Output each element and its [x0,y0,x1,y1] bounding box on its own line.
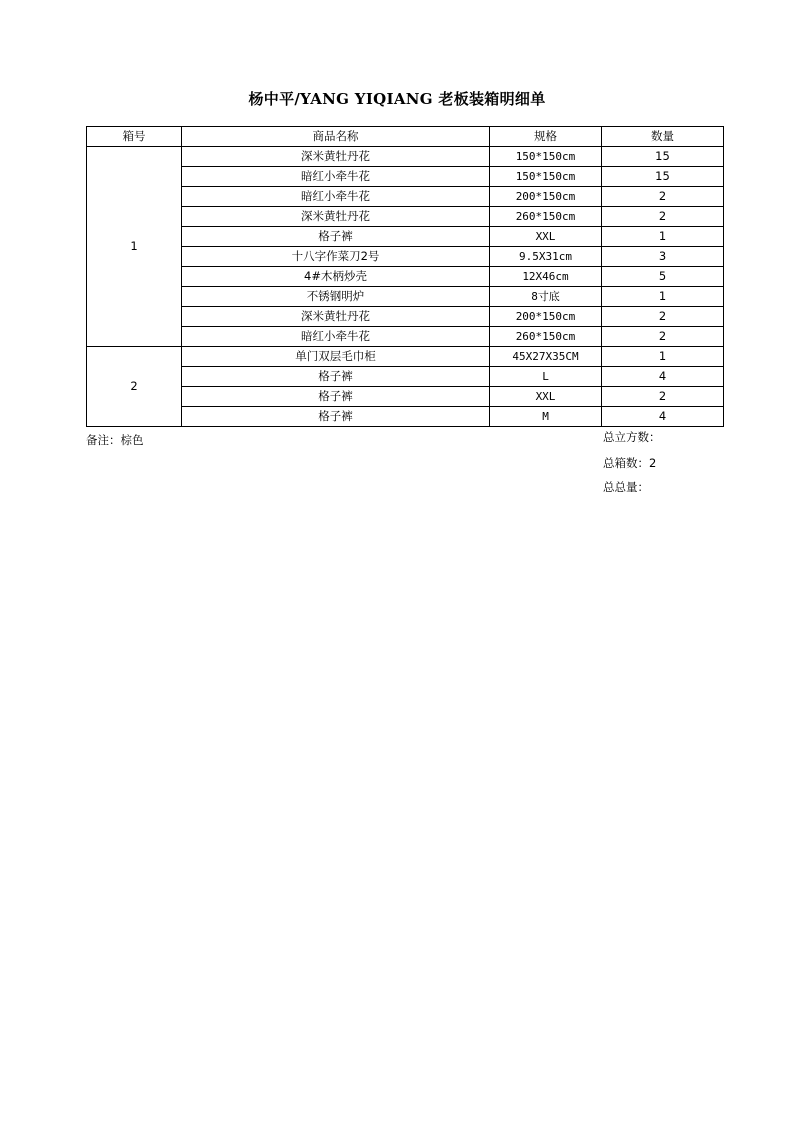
table-row [87,267,724,287]
table-body [87,147,724,427]
table-row [87,387,724,407]
header-box-no: 箱号 [87,127,182,147]
packing-list-table [86,126,724,427]
product-name-cell: 深米黄牡丹花 [182,207,490,227]
spec-cell: M [490,407,602,427]
quantity-cell: 1 [602,347,724,367]
quantity-cell: 2 [602,207,724,227]
table-row [87,207,724,227]
box-number-cell: 1 [87,147,182,347]
product-name-cell: 不锈钢明炉 [182,287,490,307]
quantity-cell: 1 [602,227,724,247]
header-spec: 规格 [490,127,602,147]
header-product-name: 商品名称 [182,127,490,147]
table-row [87,167,724,187]
product-name-cell: 十八字作菜刀2号 [182,247,490,267]
table-row [87,287,724,307]
quantity-cell: 2 [602,187,724,207]
spec-cell: 45X27X35CM [490,347,602,367]
spec-cell: 9.5X31cm [490,247,602,267]
product-name-cell: 格子裤 [182,367,490,387]
spec-cell: 200*150cm [490,187,602,207]
product-name-cell: 4#木柄炒壳 [182,267,490,287]
total-weight-label: 总总量： [603,480,649,494]
spec-cell: 260*150cm [490,327,602,347]
product-name-cell: 暗红小牵牛花 [182,327,490,347]
table-row [87,327,724,347]
table-row [87,307,724,327]
table-row [87,347,724,367]
table-row [87,147,724,167]
quantity-cell: 4 [602,367,724,387]
spec-cell: 12X46cm [490,267,602,287]
header-quantity: 数量 [602,127,724,147]
quantity-cell: 1 [602,287,724,307]
product-name-cell: 暗红小牵牛花 [182,187,490,207]
spec-cell: L [490,367,602,387]
spec-cell: XXL [490,227,602,247]
page-title: 杨中平/YANG YIQIANG 老板装箱明细单 [248,90,546,108]
quantity-cell: 2 [602,307,724,327]
quantity-cell: 15 [602,167,724,187]
quantity-cell: 2 [602,327,724,347]
table-row [87,367,724,387]
total-boxes-label: 总箱数：2 [603,456,657,470]
product-name-cell: 暗红小牵牛花 [182,167,490,187]
spec-cell: 150*150cm [490,167,602,187]
product-name-cell: 格子裤 [182,227,490,247]
spec-cell: 150*150cm [490,147,602,167]
remark-text: 备注：棕色 [86,433,144,447]
product-name-cell: 格子裤 [182,407,490,427]
table-row [87,187,724,207]
table-row [87,227,724,247]
product-name-cell: 深米黄牡丹花 [182,307,490,327]
spec-cell: 200*150cm [490,307,602,327]
product-name-cell: 单门双层毛巾柜 [182,347,490,367]
table-header-row [87,127,724,147]
quantity-cell: 4 [602,407,724,427]
quantity-cell: 3 [602,247,724,267]
spec-cell: 260*150cm [490,207,602,227]
quantity-cell: 15 [602,147,724,167]
box-number-cell: 2 [87,347,182,427]
product-name-cell: 深米黄牡丹花 [182,147,490,167]
total-volume-label: 总立方数： [603,430,661,444]
quantity-cell: 2 [602,387,724,407]
spec-cell: XXL [490,387,602,407]
table-row [87,247,724,267]
table-row [87,407,724,427]
spec-cell: 8寸底 [490,287,602,307]
product-name-cell: 格子裤 [182,387,490,407]
quantity-cell: 5 [602,267,724,287]
